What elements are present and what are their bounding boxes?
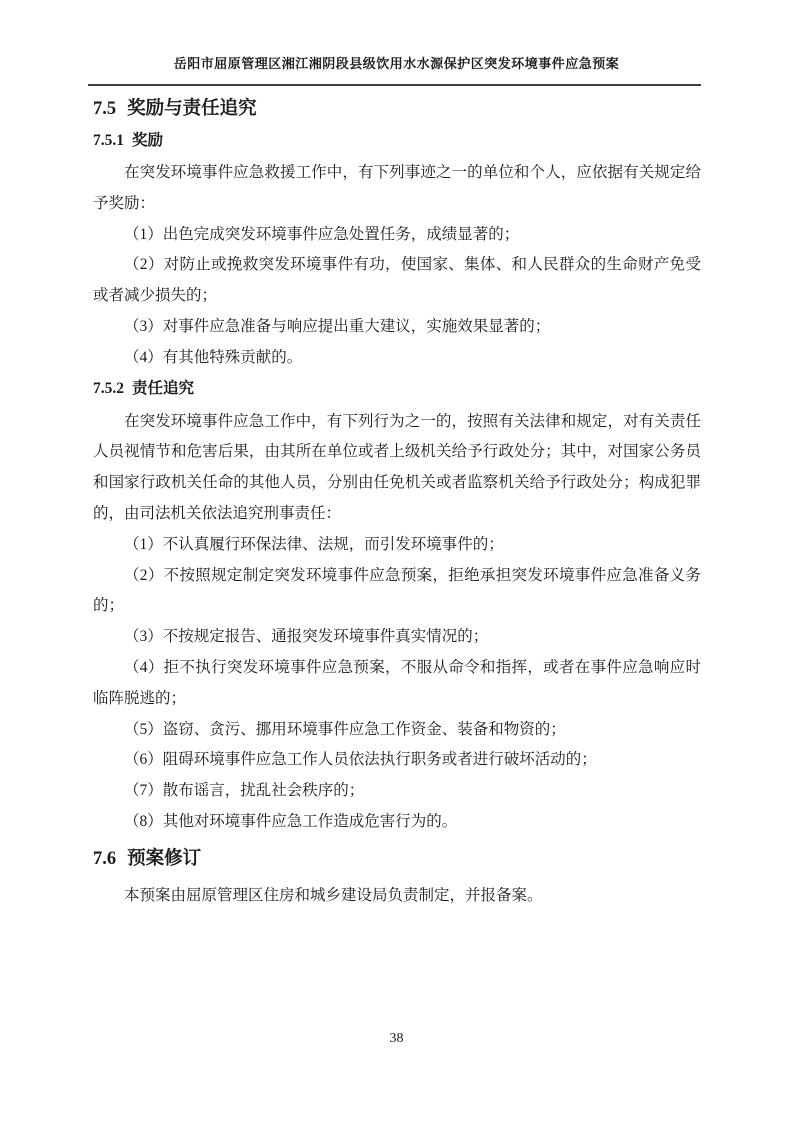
section-7-5-2-heading: [93, 381, 701, 397]
section-title: 预案修订: [127, 848, 202, 869]
section-number: 7.5.2: [93, 379, 124, 397]
accountability-item-3: （3）不按规定报告、通报突发环境事件真实情况的；: [124, 628, 489, 646]
page-footer: [0, 1030, 793, 1048]
accountability-item-1: （1）不认真履行环保法律、法规，而引发环境事件的；: [124, 535, 504, 553]
accountability-item-4: （4）拒不执行突发环境事件应急预案，不服从命令和指挥，或者在事件应急响应时临阵脱逃的；: [93, 658, 701, 707]
reward-item-4: （4）有其他特殊贡献的。: [124, 348, 303, 366]
section-7-6-heading: [93, 850, 701, 869]
section-title: 责任追究: [132, 379, 195, 397]
section-7-5-1-heading: [93, 133, 701, 149]
header-rule: [88, 84, 701, 86]
reward-intro-paragraph: 在突发环境事件应急救援工作中，有下列事迹之一的单位和个人，应依据有关规定给予奖励：: [93, 164, 701, 212]
reward-item-3: （3）对事件应急准备与响应提出重大建议，实施效果显著的；: [124, 317, 551, 335]
accountability-item-6: （6）阻碍环境事件应急工作人员依法执行职务或者进行破坏活动的；: [124, 751, 597, 769]
accountability-item-2: （2）不按照规定制定突发环境事件应急预案，拒绝承担突发环境事件应急准备义务的；: [93, 566, 701, 615]
section-number: 7.6: [93, 848, 117, 869]
section-number: 7.5: [93, 99, 117, 119]
revision-paragraph: 本预案由屈原管理区住房和城乡建设局负责制定，并报备案。: [124, 886, 543, 904]
section-number: 7.5.1: [93, 132, 124, 149]
header-title: 岳阳市屈原管理区湘江湘阴段县级饮用水水源保护区突发环境事件应急预案: [173, 56, 620, 71]
accountability-intro-paragraph: 在突发环境事件应急工作中，有下列行为之一的，按照有关法律和规定，对有关责任人员视情节和危害后果，由其所在单位或者上级机关给予行政处分；其中，对国家公务员和国家行政机关任命的其他人员，分别由任免机关或者监察机关给予行政处分；构成犯罪的，由司法机关依法追究刑事责任：: [93, 412, 701, 522]
section-title: 奖励: [132, 132, 164, 149]
reward-item-1: （1）出色完成突发环境事件应急处置任务，成绩显著的；: [124, 225, 520, 243]
accountability-item-5: （5）盗窃、贪污、挪用环境事件应急工作资金、装备和物资的；: [124, 720, 566, 738]
accountability-item-7: （7）散布谣言，扰乱社会秩序的；: [124, 782, 365, 800]
page-number: 38: [389, 1031, 404, 1046]
accountability-item-8: （8）其他对环境事件应急工作造成危害行为的。: [124, 812, 458, 830]
section-7-5-heading: [93, 100, 701, 119]
page-header: [0, 0, 793, 86]
document-body: [93, 100, 701, 912]
reward-item-2: （2）对防止或挽救突发环境事件有功，使国家、集体、和人民群众的生命财产免受或者减少损失的；: [93, 256, 701, 305]
section-title: 奖励与责任追究: [127, 99, 257, 119]
